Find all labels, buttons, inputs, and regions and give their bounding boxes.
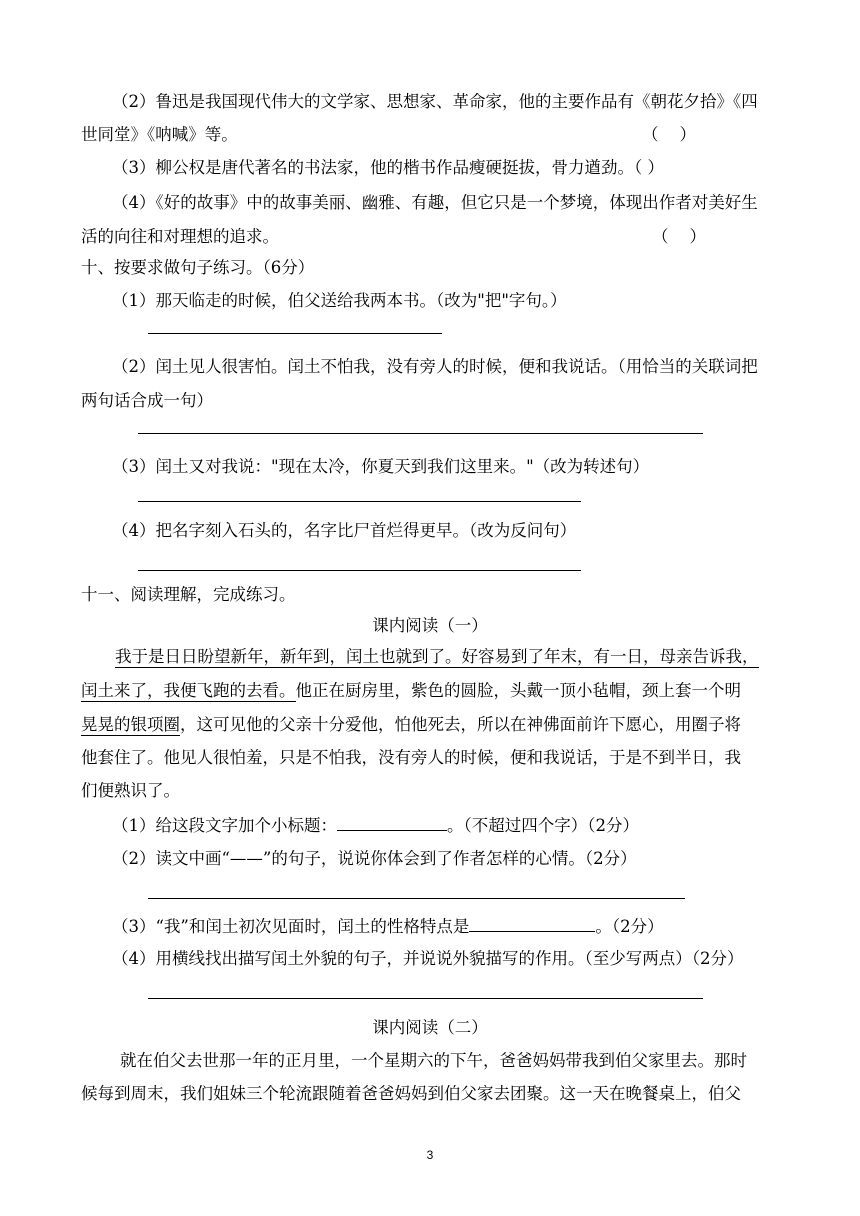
reading-2-title: 课内阅读（二）: [372, 1018, 488, 1037]
reading-1-q4: （4）用横线找出描写闰土外貌的句子，并说说外貌描写的作用。（至少写两点）（2分）: [112, 949, 744, 968]
reading-1-q3: [112, 915, 664, 939]
section-10-q2-line2: 两句话合成一句）: [81, 391, 213, 410]
reading-2-line2: 候每到周末，我们姐妹三个轮流跟随着爸爸妈妈到伯父家去团聚。这一天在晚餐桌上，伯父: [81, 1084, 741, 1103]
section-10-q1: （1）那天临走的时候，伯父送给我两本书。（改为"把"字句。）: [112, 291, 567, 310]
reading-2-line1: 就在伯父去世那一年的正月里，一个星期六的下午，爸爸妈妈带我到伯父家里去。那时: [120, 1051, 747, 1070]
answer-line-10-2[interactable]: [138, 433, 703, 434]
reading-1-q2: （2）读文中画“——”的句子，说说你体会到了作者怎样的心情。（2分）: [112, 849, 637, 868]
underlined-sentence-2: 闰土来了，我便飞跑的去看。: [81, 681, 296, 700]
judge-q2-line2: 世同堂》《呐喊》等。: [81, 125, 238, 144]
judge-q2-answer-paren[interactable]: （ ）: [642, 125, 696, 144]
judge-q4-answer-paren[interactable]: （ ）: [652, 227, 706, 246]
reading-1-line1: [115, 645, 759, 669]
answer-line-10-1[interactable]: [148, 333, 442, 334]
reading-1-q3-suffix: 。（2分）: [595, 917, 664, 936]
answer-line-11-2[interactable]: [148, 898, 685, 899]
reading-1-title: 课内阅读（一）: [372, 616, 488, 635]
judge-q3-line: （3）柳公权是唐代著名的书法家，他的楷书作品瘦硬挺拔，骨力遒劲。（ ）: [112, 158, 664, 177]
reading-1-q1: [112, 814, 639, 838]
judge-q4-line1: （4）《好的故事》中的故事美丽、幽雅、有趣，但它只是一个梦境，体现出作者对美好生: [112, 193, 758, 212]
judge-q2-line1: （2）鲁迅是我国现代伟大的文学家、思想家、革命家，他的主要作品有《朝花夕拾》《四: [112, 92, 758, 111]
answer-line-10-4[interactable]: [138, 570, 581, 571]
reading-1-q1-prompt: （1）给这段文字加个小标题：: [112, 816, 337, 835]
reading-1-line2-rest: 他正在厨房里，紫色的圆脸，头戴一顶小毡帽，颈上套一个明: [295, 681, 741, 700]
answer-line-11-4[interactable]: [148, 998, 703, 999]
character-answer-blank[interactable]: [469, 915, 595, 932]
judge-q4-line2: 活的向往和对理想的追求。: [81, 227, 279, 246]
reading-1-q1-suffix: 。（不超过四个字）（2分）: [447, 816, 639, 835]
reading-1-line3: [81, 713, 741, 737]
page-number: 3: [426, 1148, 434, 1162]
underlined-appearance: 晃晃的银项圈: [81, 715, 180, 734]
reading-1-q3-prompt: （3）“我”和闰土初次见面时，闰土的性格特点是: [112, 917, 470, 936]
title-answer-blank[interactable]: [337, 814, 447, 831]
reading-1-line5: 们便熟识了。: [81, 781, 180, 800]
section-10-heading: 十、按要求做句子练习。（6分）: [81, 258, 315, 277]
underlined-sentence-1: 我于是日日盼望新年，新年到，闰土也就到了。好容易到了年末，有一日，母亲告诉我，: [115, 647, 759, 666]
reading-1-line3-rest: ，这可见他的父亲十分爱他，怕他死去，所以在神佛面前许下愿心，用圈子将: [180, 715, 741, 734]
section-10-q4: （4）把名字刻入石头的，名字比尸首烂得更早。（改为反问句）: [112, 521, 577, 540]
section-11-heading: 十一、阅读理解，完成练习。: [81, 585, 296, 604]
section-10-q3: （3）闰土又对我说："现在太冷，你夏天到我们这里来。"（改为转述句）: [112, 457, 650, 476]
answer-line-10-3[interactable]: [138, 501, 581, 502]
section-10-q2-line1: （2）闰土见人很害怕。闰土不怕我，没有旁人的时候，便和我说话。（用恰当的关联词把: [112, 357, 758, 376]
reading-1-line2: [81, 679, 741, 703]
reading-1-line4: 他套住了。他见人很怕羞，只是不怕我，没有旁人的时候，便和我说话，于是不到半日，我: [81, 748, 741, 767]
